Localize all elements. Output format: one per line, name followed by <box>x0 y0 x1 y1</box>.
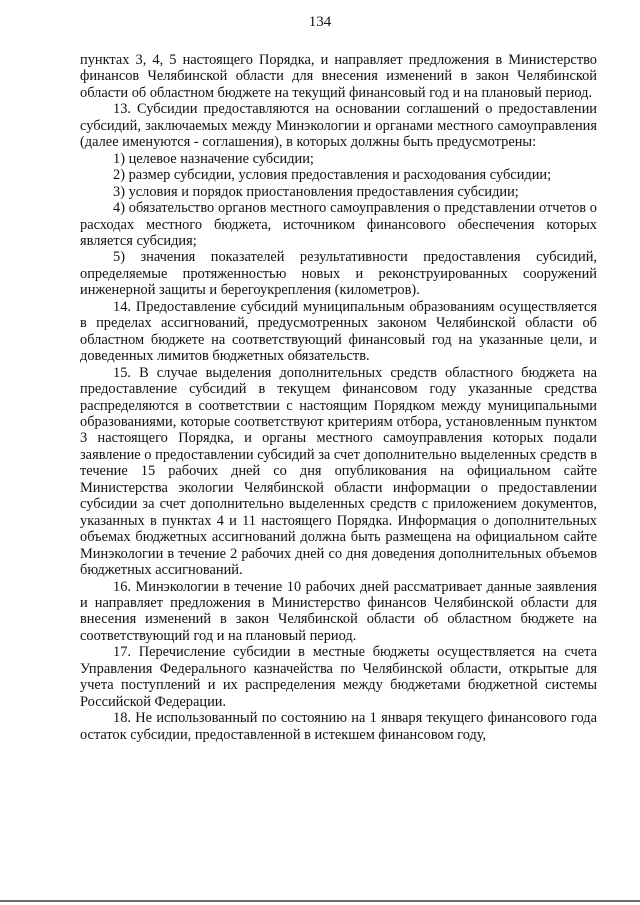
paragraph-14: 14. Предоставление субсидий муниципальным образованиям осуществляется в пределах ассигнований, предусмотренных законом Челябинской области об областном бюджете на соответствующий финансовый год на указанные цели, и доведенных лимитов бюджетных обязательств. <box>80 298 597 365</box>
page-bottom-edge <box>0 900 640 902</box>
list-item-13-3: 3) условия и порядок приостановления предоставления субсидии; <box>113 183 519 200</box>
page-number: 134 <box>308 14 332 30</box>
paragraph-15: 15. В случае выделения дополнительных средств областного бюджета на предоставление субсидий в текущем финансовом году указанные средства распределяются в соответствии с настоящим Порядком между муниципальными образованиями, которые соответствуют критериям отбора, установленным пунктом 3 настоящего Порядка, и органы местного самоуправления которых подали заявление о предоставлении субсидий за счет дополнительно выделенных средств в течение 15 рабочих дней со дня опубликования на официальном сайте Министерства экологии Челябинской области информации о предоставлении субсидии за счет дополнительно выделенных средств с приложением документов, указанных в пунктах 4 и 11 настоящего Порядка. Информация о дополнительных объемах бюджетных ассигнований должна быть размещена на официальном сайте Минэкологии в течение 2 рабочих дней со дня доведения дополнительных объемов бюджетных ассигнований. <box>80 364 597 579</box>
paragraph-18: 18. Не использованный по состоянию на 1 января текущего финансового года остаток субсидии, предоставленной в истекшем финансовом году, <box>80 710 597 743</box>
paragraph-13: 13. Субсидии предоставляются на основании соглашений о предоставлении субсидий, заключаемых между Минэкологии и органами местного самоуправления (далее именуются - соглашения), в которых должны быть предусмотрены: <box>80 101 597 151</box>
list-item-13-2: 2) размер субсидии, условия предоставления и расходования субсидии; <box>113 167 552 184</box>
paragraph-continuation: пунктах 3, 4, 5 настоящего Порядка, и направляет предложения в Министерство финансов Челябинской области для внесения изменений в закон Челябинской области об областном бюджете на текущий финансовый год и на плановый период. <box>80 52 597 101</box>
list-item-13-5: 5) значения показателей результативности предоставления субсидий, определяемые протяженностью новых и реконструированных сооружений инженерной защиты и берегоукрепления (километров). <box>80 249 597 299</box>
list-item-13-1: 1) целевое назначение субсидии; <box>113 150 314 167</box>
document-body <box>80 52 597 743</box>
paragraph-17: 17. Перечисление субсидии в местные бюджеты осуществляется на счета Управления Федерального казначейства по Челябинской области, открытые для учета поступлений и их распределения между бюджетами бюджетной системы Российской Федерации. <box>80 644 597 710</box>
list-item-13-4: 4) обязательство органов местного самоуправления о представлении отчетов о расходах местного бюджета, источником финансового обеспечения которых является субсидия; <box>80 200 597 249</box>
paragraph-16: 16. Минэкологии в течение 10 рабочих дней рассматривает данные заявления и направляет предложения в Министерство финансов Челябинской области для внесения изменений в закон Челябинской области об областном бюджете на соответствующий год и на плановый период. <box>80 578 597 644</box>
